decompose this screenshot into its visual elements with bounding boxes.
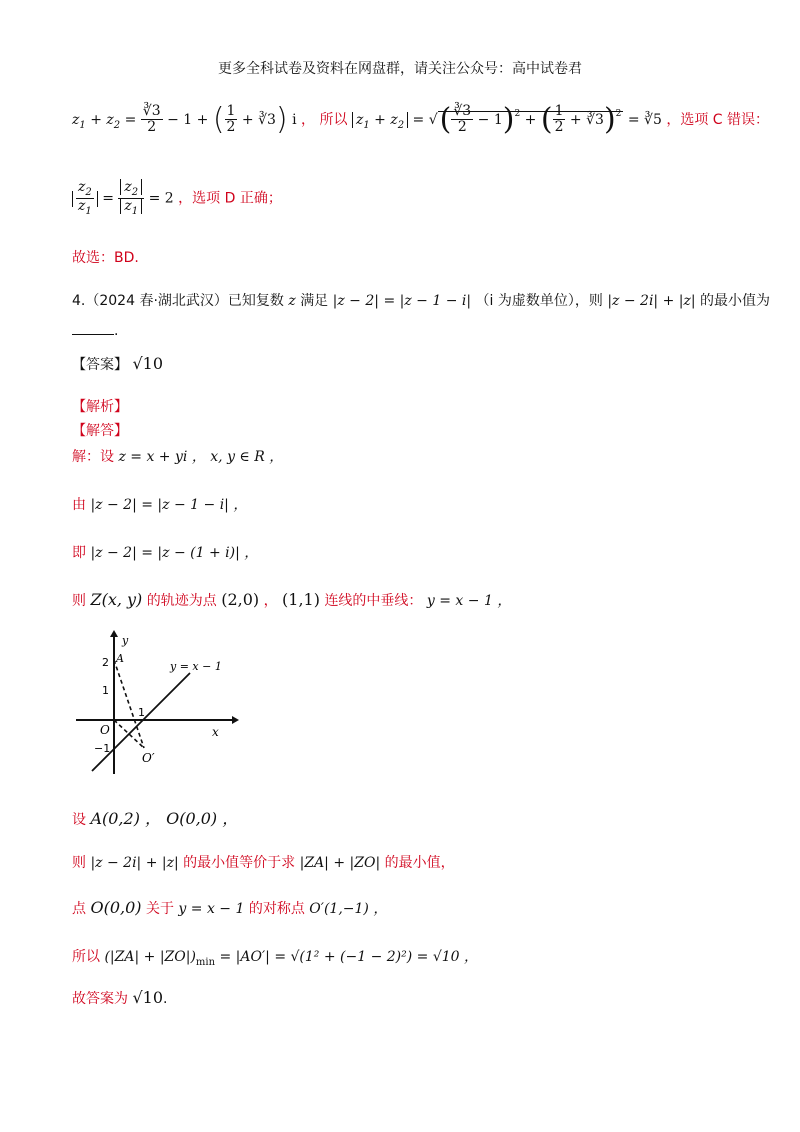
previous-conclusion: 故选：BD.: [72, 250, 139, 266]
step-9-math: √10: [132, 988, 164, 1007]
step-4-math2: (2,0): [221, 590, 260, 609]
step-1-math: z = x + yi ， x, y ∈ R ，: [118, 449, 284, 465]
tick-x-1: 1: [138, 706, 145, 719]
step-2: [72, 494, 247, 514]
step-7-math2: y = x − 1: [178, 901, 245, 917]
step-8: [72, 946, 478, 968]
step-4-text2: 的轨迹为点: [146, 593, 217, 609]
line-c-verdict: ，选项 C 错误：: [666, 111, 770, 128]
step-4-math1: Z(x, y): [90, 590, 143, 609]
answer-blank: .: [72, 322, 118, 339]
step-1-text: 解：设: [72, 449, 114, 465]
step-3: [72, 542, 258, 562]
formula-line-c: $z_1 + z_2$ = $\frac{∛3}{2}$ − 1 + ( $\frac{1}{2}$ + ∛3) i ， 所以 $z_1 + z_2$ = √( $\frac{∛3}{2}$ − 1)$^2$ + ( $\frac{1}{2}$ + ∛3)$^2$ = ∛5 ，选项 C 错误：: [72, 101, 770, 137]
step-4-text: 则: [72, 593, 86, 609]
step-3-text: 即: [72, 545, 86, 561]
step-5-math: A(0,2) ， O(0,0) ，: [90, 809, 239, 828]
step-4: [72, 590, 511, 610]
problem-var-z: z: [288, 293, 296, 309]
step-4-sep: ，: [263, 593, 278, 609]
step-5: [72, 806, 238, 829]
step-6-math: |z − 2i| + |z|: [90, 855, 179, 871]
step-7-text3: 的对称点: [248, 901, 305, 917]
step-7-text: 点: [72, 901, 86, 917]
step-2-math: |z − 2| = |z − 1 − i| ，: [90, 497, 248, 513]
step-2-text: 由: [72, 497, 86, 513]
problem-text-a: 已知复数: [227, 293, 284, 309]
step-6-text3: 的最小值，: [384, 855, 455, 871]
y-axis-label: y: [122, 634, 129, 647]
problem-target: |z − 2i| + |z|: [607, 293, 696, 309]
step-7-math: O(0,0): [90, 898, 142, 917]
step-3-math: |z − 2| = |z − (1 + i)| ，: [90, 545, 259, 561]
formula-line-d: $\frac{z_2}{z_1}$ = $\frac{z_2}{z_1}$ = 2 ，选项 D 正确；: [72, 180, 282, 217]
tick-1: 1: [102, 684, 109, 697]
step-5-text: 设: [72, 812, 86, 828]
step-9-end: .: [163, 991, 168, 1007]
step-6-text2: 的最小值等价于求: [183, 855, 296, 871]
problem-text-c: 的最小值为: [700, 293, 771, 309]
step-8-math2: = |AO′| = √(1² + (−1 − 2)²) = √10 ，: [219, 949, 479, 965]
problem-text-b: 满足: [300, 293, 329, 309]
y-axis-arrow: [110, 630, 118, 637]
geometry-figure: [74, 628, 244, 778]
problem-note: （i 为虚数单位），则: [475, 293, 603, 309]
origin-label: O: [100, 723, 110, 737]
solution-label: 【解答】: [72, 423, 128, 439]
point-a-label: A: [116, 652, 124, 665]
line-d-verdict: ，选项 D 正确；: [178, 190, 282, 207]
step-6-text: 则: [72, 855, 86, 871]
line-label: y = x − 1: [170, 660, 222, 673]
step-4-math4: y = x − 1 ，: [426, 593, 512, 609]
step-4-math3: (1,1): [282, 590, 320, 609]
answer-line: [72, 354, 163, 374]
step-8-sub: min: [195, 957, 216, 968]
line-c-prefix: 所以: [319, 111, 348, 128]
page-header: 更多全科试卷及资料在网盘群，请关注公众号：高中试卷君: [218, 61, 582, 77]
point-o-prime-label: O′: [142, 751, 155, 765]
analysis-label: 【解析】: [72, 399, 128, 415]
answer-value: √10: [132, 354, 164, 373]
x-axis-arrow: [232, 716, 239, 724]
problem-source: （2024 春·湖北武汉）: [85, 293, 228, 309]
step-1: [72, 446, 283, 466]
problem-4: [72, 290, 770, 310]
tick-minus-1: −1: [94, 742, 111, 755]
step-7-math3: O′(1,−1) ，: [309, 901, 388, 917]
answer-label: 【答案】: [72, 357, 128, 373]
step-6-math2: |ZA| + |ZO|: [299, 855, 381, 871]
step-7-text2: 关于: [145, 901, 174, 917]
step-9-text: 故答案为: [72, 991, 128, 1007]
step-8-math: (|ZA| + |ZO|): [104, 949, 196, 965]
step-6: [72, 852, 455, 872]
problem-condition: |z − 2| = |z − 1 − i|: [332, 293, 472, 309]
step-7: [72, 898, 387, 918]
problem-number: 4.: [72, 293, 86, 309]
tick-2: 2: [102, 656, 109, 669]
step-4-text3: 连线的中垂线：: [324, 593, 423, 609]
step-9: [72, 988, 167, 1008]
x-axis-label: x: [212, 725, 219, 739]
step-8-text: 所以: [72, 949, 100, 965]
